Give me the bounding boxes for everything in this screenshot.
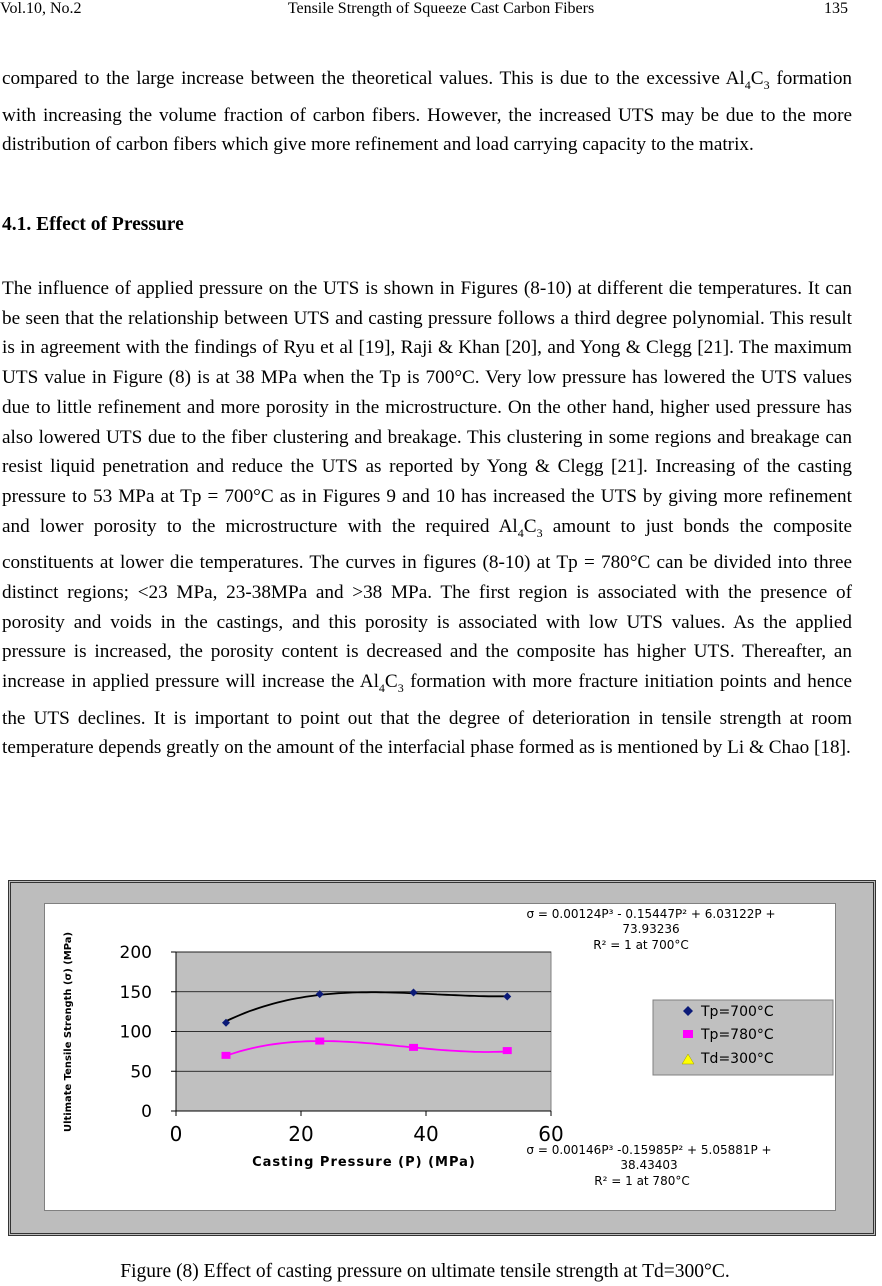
r-squared-700: R² = 1 at 700°C: [593, 938, 689, 952]
x-tick-label: 0: [169, 1122, 183, 1146]
chart: [45, 904, 835, 1210]
x-axis-label: Casting Pressure (P) (MPa): [252, 1155, 476, 1170]
paragraph-intro: compared to the large increase between the theoretical values. This is due to the excessive $Al_4C_3$ formation with increasing the volume fraction of carbon fibers. However, the increased UTS may be due to the more distribution of carbon fibers which give more refinement and load carrying capacity to the matrix.: [2, 68, 853, 156]
legend-label-td300: Td=300°C: [701, 1051, 774, 1067]
y-tick-labels: [120, 943, 176, 1122]
legend-label-700: Tp=700°C: [701, 1004, 774, 1020]
data-point-series-1: [222, 1052, 231, 1059]
y-tick-label: 150: [119, 982, 152, 1003]
journal-volume: Vol.10, No.2: [0, 0, 82, 17]
y-tick-label: 0: [141, 1102, 152, 1122]
y-axis-label: Ultimate Tensile Strength (σ) (MPa): [63, 930, 74, 1132]
x-tick-labels: [170, 1111, 564, 1146]
equation-700-line1: σ = 0.00124P³ - 0.15447P² + 6.03122P +: [526, 907, 776, 921]
page-number: 135: [824, 0, 848, 17]
section-heading: 4.1. Effect of Pressure: [2, 214, 184, 235]
legend: [653, 1000, 833, 1075]
y-tick-label: 100: [119, 1022, 152, 1043]
equation-780-line2: 38.43403: [620, 1158, 678, 1172]
legend-marker-780: [683, 1030, 693, 1038]
paragraph-pressure: The influence of applied pressure on the UTS is shown in Figures (8-10) at different die temperatures. It can be seen that the relationship between UTS and casting pressure follows a third degree polynomial. This result is in agreement with the findings of Ryu et al [19], Raji & Khan [20], and Yong & Clegg [21]. The maximum UTS value in Figure (8) is at 38 MPa when the Tp is 700°C. Very low pressure has lowered the UTS values due to little refinement and more porosity in the microstructure. On the other hand, higher used pressure has also lowered UTS due to the fiber clustering and breakage. This clustering in some regions and breakage can resist liquid penetration and reduce the UTS as reported by Yong & Clegg [21]. Increasing of the casting pressure to 53 MPa at Tp = 700°C as in Figures 9 and 10 has increased the UTS by giving more refinement and lower porosity to the microstructure with the required $Al_4C_3$ amount to just bonds the composite constituents at lower die temperatures. The curves in figures (8-10) at Tp = 780°C can be divided into three distinct regions; <23 MPa, 23-38MPa and >38 MPa. The first region is associated with the presence of porosity and voids in the castings, and this porosity is associated with low UTS values. As the applied pressure is increased, the porosity content is decreased and the composite has higher UTS. Thereafter, an increase in applied pressure will increase the $Al_4C_3$ formation with more fracture initiation points and hence the UTS declines. It is important to point out that the degree of deterioration in tensile strength at room temperature depends greatly on the amount of the interfacial phase formed as is mentioned by Li & Chao [18].: [2, 278, 853, 759]
equation-780-line1: σ = 0.00146P³ -0.15985P² + 5.05881P +: [526, 1143, 772, 1157]
data-point-series-1: [315, 1038, 324, 1045]
equation-700-line2: 73.93236: [622, 922, 680, 936]
data-point-series-1: [409, 1044, 418, 1051]
y-tick-label: 50: [130, 1062, 152, 1083]
data-point-series-1: [503, 1047, 512, 1054]
y-tick-label: 200: [119, 943, 152, 963]
chart-area: [44, 903, 836, 1211]
figure-caption: Figure (8) Effect of casting pressure on ultimate tensile strength at Td=300°C.: [120, 1261, 730, 1282]
x-tick-label: 40: [413, 1122, 439, 1146]
r-squared-780: R² = 1 at 780°C: [594, 1174, 690, 1188]
x-tick-label: 60: [538, 1122, 564, 1146]
legend-label-780: Tp=780°C: [701, 1027, 774, 1043]
running-title: Tensile Strength of Squeeze Cast Carbon Fibers: [287, 0, 595, 17]
x-tick-label: 20: [288, 1122, 314, 1146]
running-header: [0, 0, 882, 22]
